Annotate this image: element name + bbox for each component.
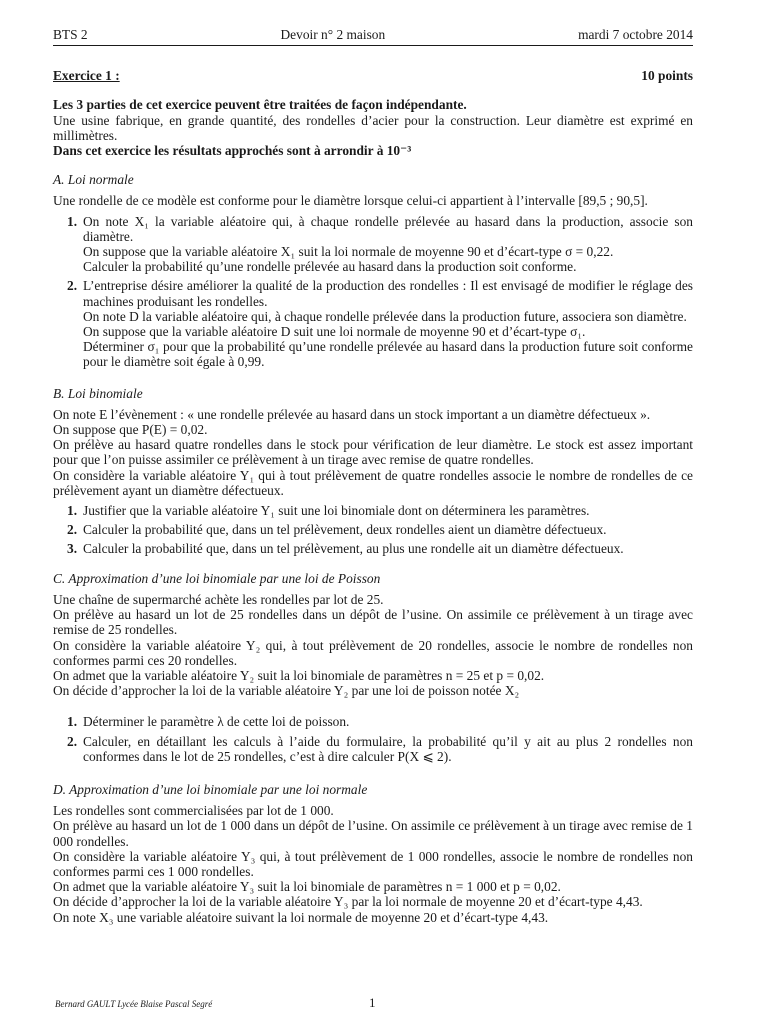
question-line: Calculer la probabilité qu’une rondelle prélevée au hasard dans la production soit conforme. (83, 259, 577, 275)
section-a-title: A. Loi normale (53, 172, 134, 188)
section-d-para: On admet que la variable aléatoire Y₃ suit la loi binomiale de paramètres n = 1 000 et p = 0,02. (53, 879, 561, 895)
exercise-heading (53, 68, 693, 83)
question-b2 (53, 522, 693, 537)
section-c-para: Une chaîne de supermarché achète les rondelles par lot de 25. (53, 591, 384, 607)
question-text: Calculer, en détaillant les calculs à l’aide du formulaire, la probabilité qu’il y ait au plus 2 rondelles non conformes dans le lot de 25 rondelles, c’est à dire calculer P(X ⩽ 2). (83, 733, 693, 764)
section-c-para: On décide d’approcher la loi de la variable aléatoire Y₂ par une loi de poisson notée X₂ (53, 683, 520, 699)
question-text: Déterminer le paramètre λ de cette loi de poisson. (83, 714, 350, 730)
section-b-title: B. Loi binomiale (53, 385, 143, 401)
question-b1 (53, 503, 693, 518)
exercise-title: Exercice 1 : (53, 68, 120, 84)
header-date: mardi 7 octobre 2014 (578, 27, 693, 42)
intro-text: Une usine fabrique, en grande quantité, des rondelles d’acier pour la construction. Leur diamètre est exprimé en millimètres. (53, 112, 693, 143)
section-a-questions (53, 214, 693, 370)
section-b-para: On suppose que P(E) = 0,02. (53, 422, 208, 438)
question-text: Justifier que la variable aléatoire Y₁ suit une loi binomiale dont on déterminera les paramètres. (83, 503, 590, 519)
header-class: BTS 2 (53, 27, 88, 42)
section-b-questions (53, 503, 693, 557)
question-line: Déterminer σ₁ pour que la probabilité qu’une rondelle prélevée au hasard dans la production future soit conforme pour le diamètre soit égale à 0,99. (83, 339, 693, 370)
section-d-title: D. Approximation d’une loi binomiale par une loi normale (53, 781, 368, 797)
question-line: L’entreprise désire améliorer la qualité de la production des rondelles : Il est envisagé de modifier le réglage des machines produisant les rondelles. (83, 278, 693, 309)
question-text: Calculer la probabilité que, dans un tel prélèvement, deux rondelles aient un diamètre défectueux. (83, 522, 607, 538)
question-line: On suppose que la variable aléatoire X₁ suit la loi normale de moyenne 90 et d’écart-type σ = 0,22. (83, 244, 614, 260)
page-header (53, 27, 693, 46)
header-title: Devoir n° 2 maison (280, 27, 386, 42)
question-number: 2. (67, 733, 78, 749)
question-number: 1. (67, 503, 78, 519)
question-c2 (53, 734, 693, 764)
section-c-para: On admet que la variable aléatoire Y₂ suit la loi binomiale de paramètres n = 25 et p = 0,02. (53, 667, 545, 683)
question-b3 (53, 541, 693, 556)
question-number: 1. (67, 213, 78, 229)
question-text: Calculer la probabilité que, dans un tel prélèvement, au plus une rondelle ait un diamètre défectueux. (83, 541, 624, 557)
intro-independent: Les 3 parties de cet exercice peuvent être traitées de façon indépendante. (53, 97, 467, 113)
question-line: On note D la variable aléatoire qui, à chaque rondelle prélevée dans la production future, associera son diamètre. (83, 308, 687, 324)
question-a2 (53, 278, 693, 369)
page-number: 1 (369, 995, 376, 1010)
question-line: On suppose que la variable aléatoire D suit une loi normale de moyenne 90 et d’écart-type σ₁. (83, 324, 586, 340)
section-c-para: On prélève au hasard un lot de 25 rondelles dans un dépôt de l’usine. On assimile ce prélèvement à un tirage avec remise de 25 rondelles. (53, 607, 693, 638)
section-b-para: On prélève au hasard quatre rondelles dans le stock pour vérification de leur diamètre. Le stock est assez important pour que l’on puisse assimiler ce prélèvement à un tirage avec remise de quatre rondelles. (53, 437, 693, 468)
section-d-para: On note X₃ une variable aléatoire suivant la loi normale de moyenne 20 et d’écart-type 4,43. (53, 909, 549, 925)
section-c-title: C. Approximation d’une loi binomiale par une loi de Poisson (53, 570, 381, 586)
section-d-para: On prélève au hasard un lot de 1 000 dans un dépôt de l’usine. On assimile ce prélèvement à un tirage avec remise de 1 000 rondelles. (53, 818, 693, 849)
question-number: 1. (67, 714, 78, 730)
question-number: 2. (67, 278, 78, 294)
section-c-questions (53, 714, 693, 764)
intro-rounding: Dans cet exercice les résultats approchés sont à arrondir à 10⁻³ (53, 143, 412, 159)
question-c1 (53, 714, 693, 729)
section-b-para: On note E l’évènement : « une rondelle prélevée au hasard dans un stock important a un diamètre défectueux ». (53, 406, 651, 422)
question-number: 2. (67, 522, 78, 538)
section-d-para: On décide d’approcher la loi de la variable aléatoire Y₃ par la loi normale de moyenne 20 et d’écart-type 4,43. (53, 894, 643, 910)
section-a-intro: Une rondelle de ce modèle est conforme pour le diamètre lorsque celui-ci appartient à l’intervalle [89,5 ; 90,5]. (53, 193, 648, 209)
footer-author: Bernard GAULT Lycée Blaise Pascal Segré (55, 999, 213, 1009)
section-d-para: Les rondelles sont commercialisées par lot de 1 000. (53, 803, 334, 819)
section-d-para: On considère la variable aléatoire Y₃ qui, à tout prélèvement de 1 000 rondelles, associe le nombre de rondelles non conformes parmi ces 1 000 rondelles. (53, 848, 693, 879)
question-number: 3. (67, 541, 78, 557)
question-line: On note X₁ la variable aléatoire qui, à chaque rondelle prélevée au hasard dans la production, associe son diamètre. (83, 213, 693, 244)
question-a1 (53, 214, 693, 275)
document-page (53, 27, 693, 925)
section-c-para: On considère la variable aléatoire Y₂ qui, à tout prélèvement de 20 rondelles, associe le nombre de rondelles non conformes parmi ces 20 rondelles. (53, 637, 693, 668)
section-b-para: On considère la variable aléatoire Y₁ qui à tout prélèvement de quatre rondelles associe le nombre de rondelles de ce prélèvement ayant un diamètre défectueux. (53, 467, 693, 498)
exercise-points: 10 points (641, 68, 693, 84)
